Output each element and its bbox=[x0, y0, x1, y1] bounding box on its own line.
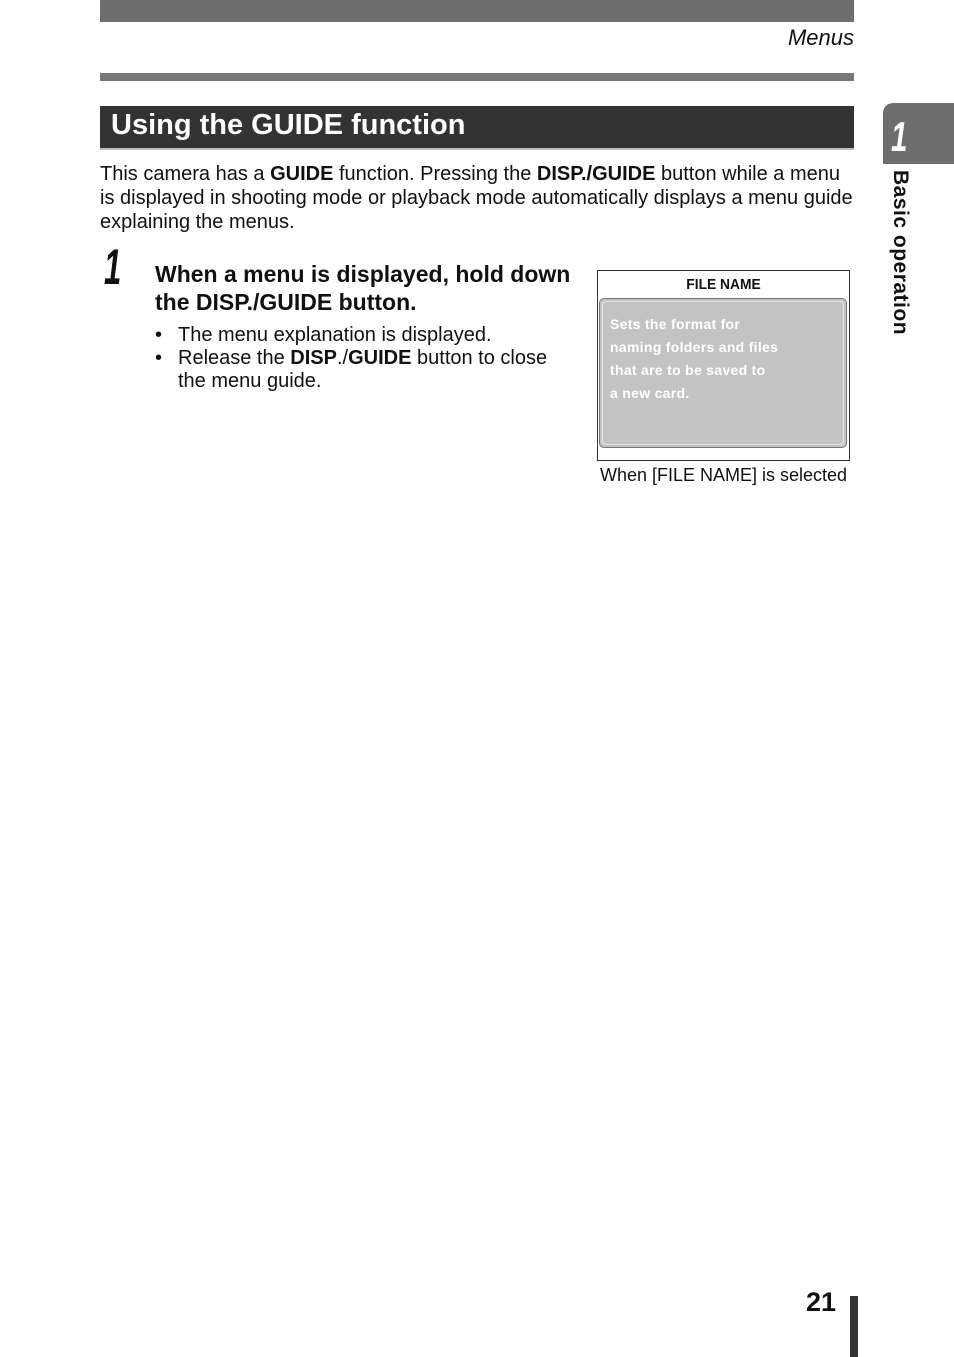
page-number-bar bbox=[850, 1296, 858, 1357]
guide-text-line: Sets the format for bbox=[610, 316, 741, 332]
guide-term: GUIDE bbox=[348, 347, 412, 369]
intro-text: function. Pressing the bbox=[333, 163, 537, 185]
menu-guide-box bbox=[599, 298, 847, 448]
bullet-marker: • bbox=[155, 324, 163, 346]
guide-text-line: naming folders and files bbox=[610, 339, 779, 355]
intro-text: button while a menu is displayed in shooting mode or playback mode automatically displays a menu guide explaining the menus. bbox=[100, 163, 853, 233]
chapter-tab bbox=[883, 103, 954, 164]
step-heading: When a menu is displayed, hold down the DISP./GUIDE button. bbox=[155, 261, 571, 315]
header-rule bbox=[100, 73, 854, 81]
step-number: 1 bbox=[104, 239, 121, 295]
header-section-label: Menus bbox=[787, 25, 854, 50]
bullet-text: button to close the menu guide. bbox=[178, 347, 548, 392]
bullet-text: ./ bbox=[336, 347, 349, 369]
bullet-text: Release the bbox=[178, 347, 291, 369]
bullet-item bbox=[155, 347, 575, 393]
bullet-marker: • bbox=[155, 347, 163, 369]
chapter-label: Basic operation bbox=[889, 170, 912, 336]
guide-text-line: a new card. bbox=[610, 385, 690, 401]
header-top-bar bbox=[100, 0, 854, 22]
intro-text: This camera has a bbox=[100, 163, 271, 185]
disp-guide-term: DISP./GUIDE bbox=[536, 163, 656, 185]
step-bullets bbox=[155, 324, 575, 393]
screen-menu-title: FILE NAME bbox=[686, 276, 761, 293]
screen-caption: When [FILE NAME] is selected bbox=[599, 465, 848, 485]
intro-paragraph bbox=[100, 162, 855, 234]
disp-term: DISP bbox=[290, 347, 337, 369]
guide-term: GUIDE bbox=[270, 163, 334, 185]
section-title: Using the GUIDE function bbox=[100, 106, 854, 150]
bullet-item bbox=[155, 324, 575, 347]
page-number: 21 bbox=[806, 1287, 837, 1317]
bullet-text: The menu explanation is displayed. bbox=[178, 324, 492, 346]
camera-screen-illustration bbox=[597, 270, 850, 461]
chapter-number: 1 bbox=[891, 113, 908, 160]
guide-text-line: that are to be saved to bbox=[610, 362, 766, 378]
